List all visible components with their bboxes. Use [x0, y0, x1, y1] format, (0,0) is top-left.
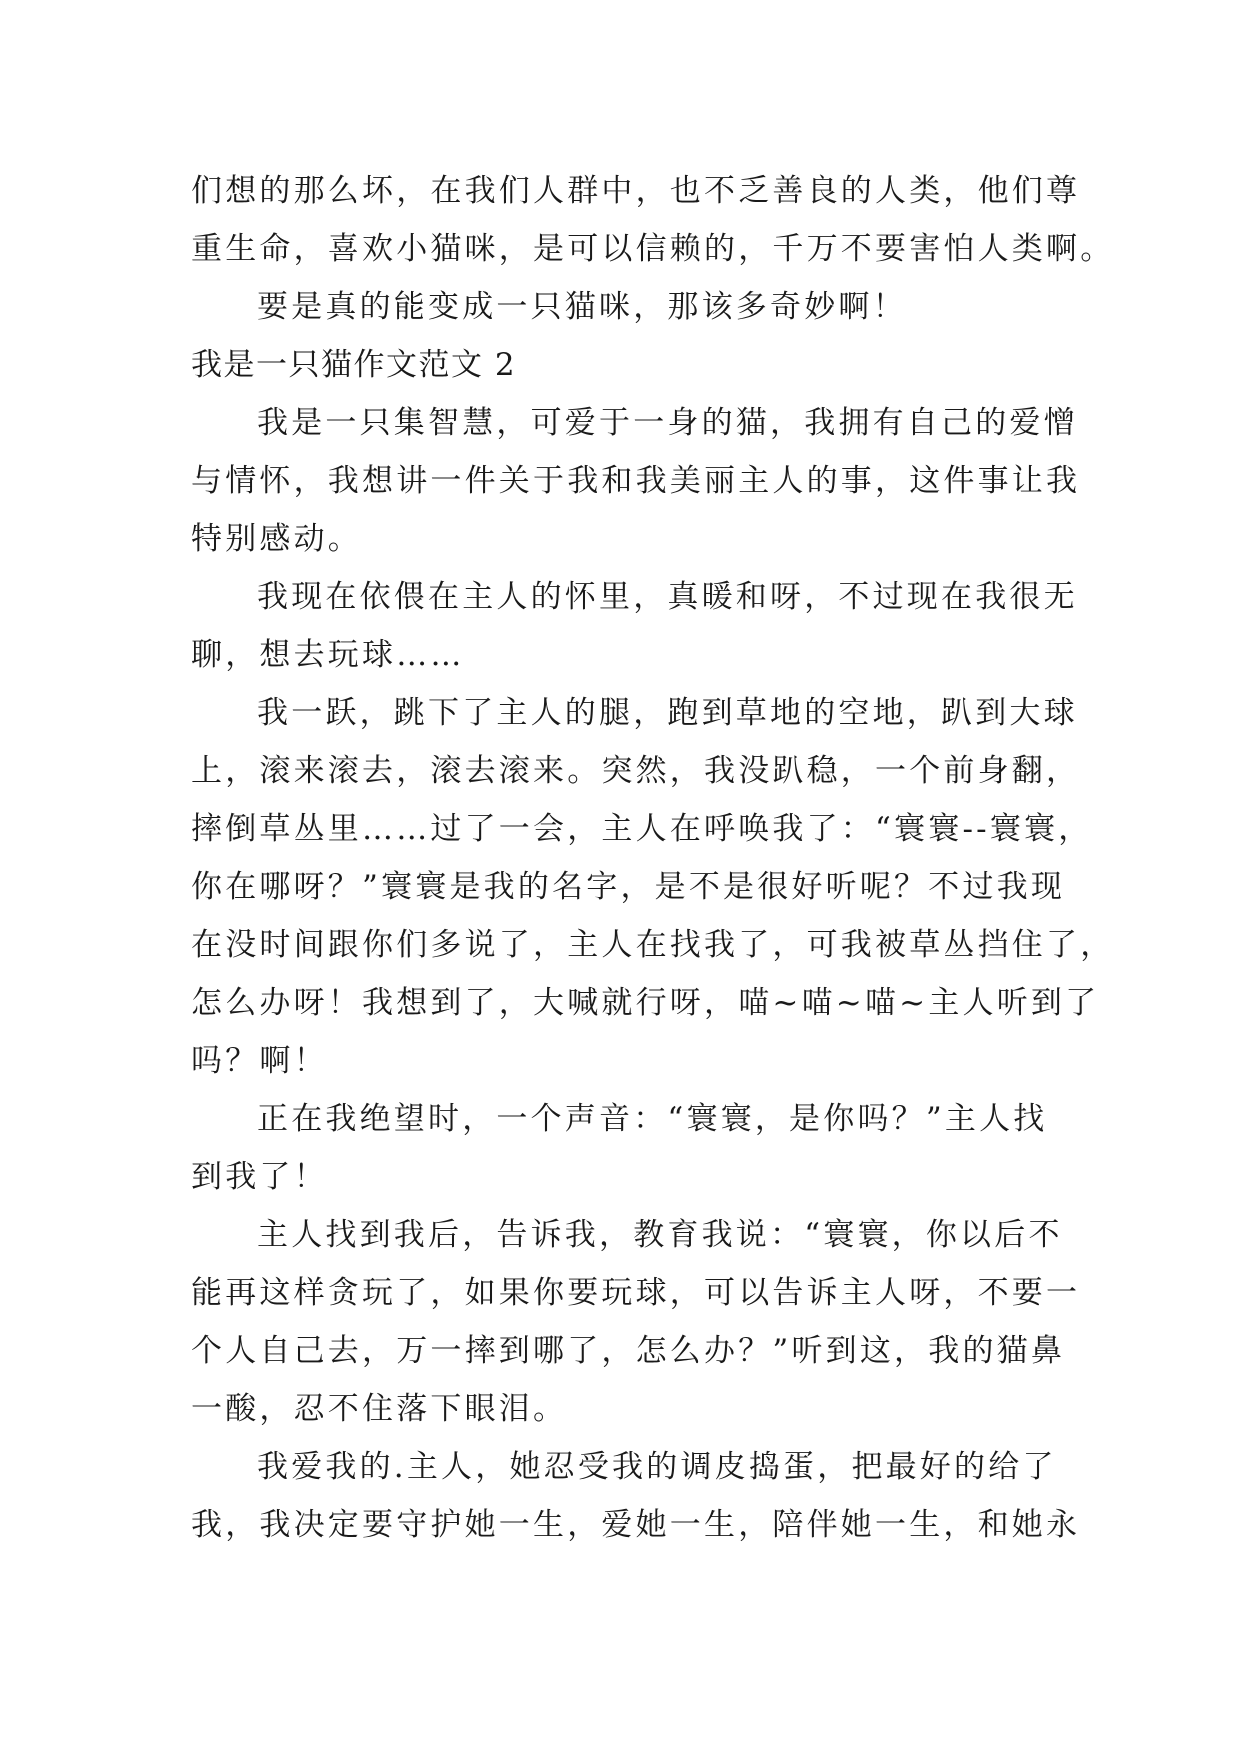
paragraph-line: 我现在依偎在主人的怀里，真暖和呀，不过现在我很无 — [257, 579, 1078, 615]
text-line: 吗？啊！ — [191, 1043, 328, 1079]
essay-body — [191, 162, 1115, 1554]
paragraph-line: 我是一只集智慧，可爱于一身的猫，我拥有自己的爱憎 — [257, 405, 1078, 441]
text-line: 上，滚来滚去，滚去滚来。突然，我没趴稳，一个前身翻， — [191, 753, 1081, 789]
text-line: 你在哪呀？”寰寰是我的名字，是不是很好听呢？不过我现 — [191, 869, 1066, 905]
text-line: 与情怀，我想讲一件关于我和我美丽主人的事，这件事让我 — [191, 463, 1081, 499]
text-line: 们想的那么坏，在我们人群中，也不乏善良的人类，他们尊 — [191, 173, 1081, 209]
text-line: 聊，想去玩球…… — [191, 637, 465, 673]
text-line: 摔倒草丛里……过了一会，主人在呼唤我了：“寰寰--寰寰， — [191, 811, 1093, 847]
text-line: 怎么办呀！我想到了，大喊就行呀，喵~喵~喵~主人听到了 — [191, 985, 1100, 1021]
paragraph-line: 要是真的能变成一只猫咪，那该多奇妙啊！ — [257, 289, 907, 325]
text-line: 到我了！ — [191, 1159, 328, 1195]
text-line: 一酸，忍不住落下眼泪。 — [191, 1391, 568, 1427]
text-line: 在没时间跟你们多说了，主人在找我了，可我被草丛挡住了， — [191, 927, 1115, 963]
paragraph-line: 我一跃，跳下了主人的腿，跑到草地的空地，趴到大球 — [257, 695, 1078, 731]
text-line: 特别感动。 — [191, 521, 362, 557]
paragraph-line: 我爱我的.主人，她忍受我的调皮捣蛋，把最好的给了 — [257, 1449, 1057, 1485]
paragraph-line: 正在我绝望时，一个声音：“寰寰，是你吗？”主人找 — [257, 1101, 1048, 1137]
section-heading: 我是一只猫作文范文 2 — [191, 347, 517, 383]
text-line: 能再这样贪玩了，如果你要玩球，可以告诉主人呀，不要一 — [191, 1275, 1081, 1311]
text-line: 个人自己去，万一摔到哪了，怎么办？”听到这，我的猫鼻 — [191, 1333, 1066, 1369]
text-line: 我，我决定要守护她一生，爱她一生，陪伴她一生，和她永 — [191, 1507, 1081, 1543]
text-line: 重生命，喜欢小猫咪，是可以信赖的，千万不要害怕人类啊。 — [191, 231, 1115, 267]
paragraph-line: 主人找到我后，告诉我，教育我说：“寰寰，你以后不 — [257, 1217, 1063, 1253]
